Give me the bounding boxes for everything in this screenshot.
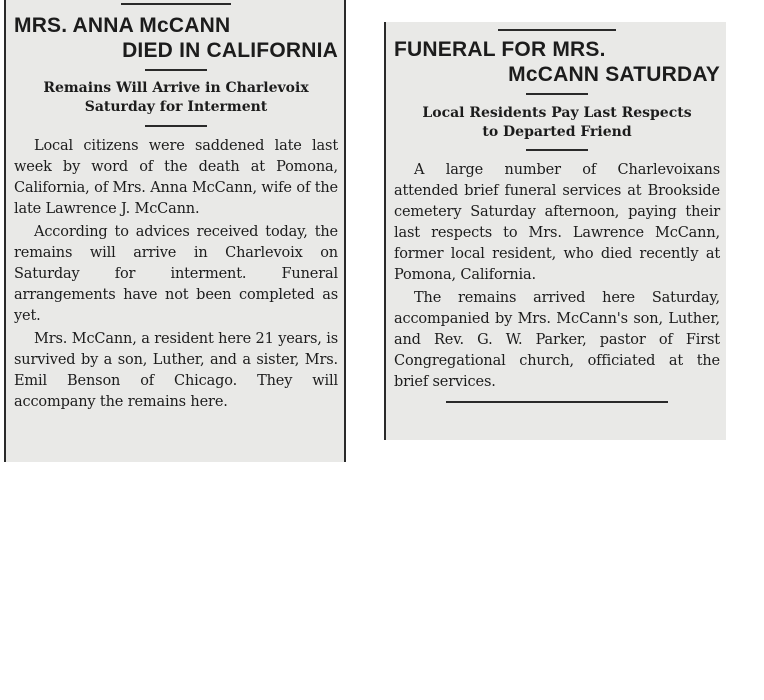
headline-divider xyxy=(145,69,207,71)
paragraph-2: The remains arrived here Saturday, accompanied by Mrs. McCann's son, Luther, and Rev. G. W. Parker, pastor of First Congregational church, officiated at the brief services. xyxy=(394,290,720,390)
headline-line-2: DIED IN CALIFORNIA xyxy=(122,39,338,62)
subhead-divider xyxy=(145,125,207,127)
headline-divider xyxy=(526,93,588,95)
paragraph-3: Mrs. McCann, a resident here 21 years, is survived by a son, Luther, and a sister, Mrs. Emil Benson of Chicago. They will accompany the remains here. xyxy=(14,331,338,410)
subheadline xyxy=(394,104,720,142)
subheadline-line-1: Local Residents Pay Last Respects xyxy=(422,105,692,121)
headline-line-1: MRS. ANNA McCANN xyxy=(14,14,231,37)
headline-line-2: McCANN SATURDAY xyxy=(508,63,720,86)
paragraph-1: A large number of Charlevoixans attended brief funeral services at Brookside cemetery Saturday afternoon, paying their last respects to Mrs. Lawrence McCann, former local resident, who died recently at Pomona, California. xyxy=(394,162,720,283)
top-rule xyxy=(498,29,615,31)
headline-line-1: FUNERAL FOR MRS. xyxy=(394,38,606,61)
left-newspaper-clipping xyxy=(4,0,346,462)
headline xyxy=(14,13,338,63)
subheadline xyxy=(14,79,338,117)
paragraph-2: According to advices received today, the remains will arrive in Charlevoix on Saturday for interment. Funeral arrangements have not been completed as yet. xyxy=(14,224,338,324)
headline xyxy=(394,37,720,87)
article-body xyxy=(394,160,720,393)
subheadline-line-2: Saturday for Interment xyxy=(84,99,268,115)
subheadline-line-2: to Departed Friend xyxy=(482,124,632,140)
paragraph-1: Local citizens were saddened late last week by word of the death at Pomona, California, of Mrs. Anna McCann, wife of the late Lawrence J. McCann. xyxy=(14,138,338,217)
article-body xyxy=(14,136,338,413)
right-newspaper-clipping xyxy=(384,22,726,440)
subhead-divider xyxy=(526,149,588,151)
subheadline-line-1: Remains Will Arrive in Charlevoix xyxy=(43,80,309,96)
bottom-rule xyxy=(446,401,668,403)
top-rule xyxy=(121,3,231,5)
